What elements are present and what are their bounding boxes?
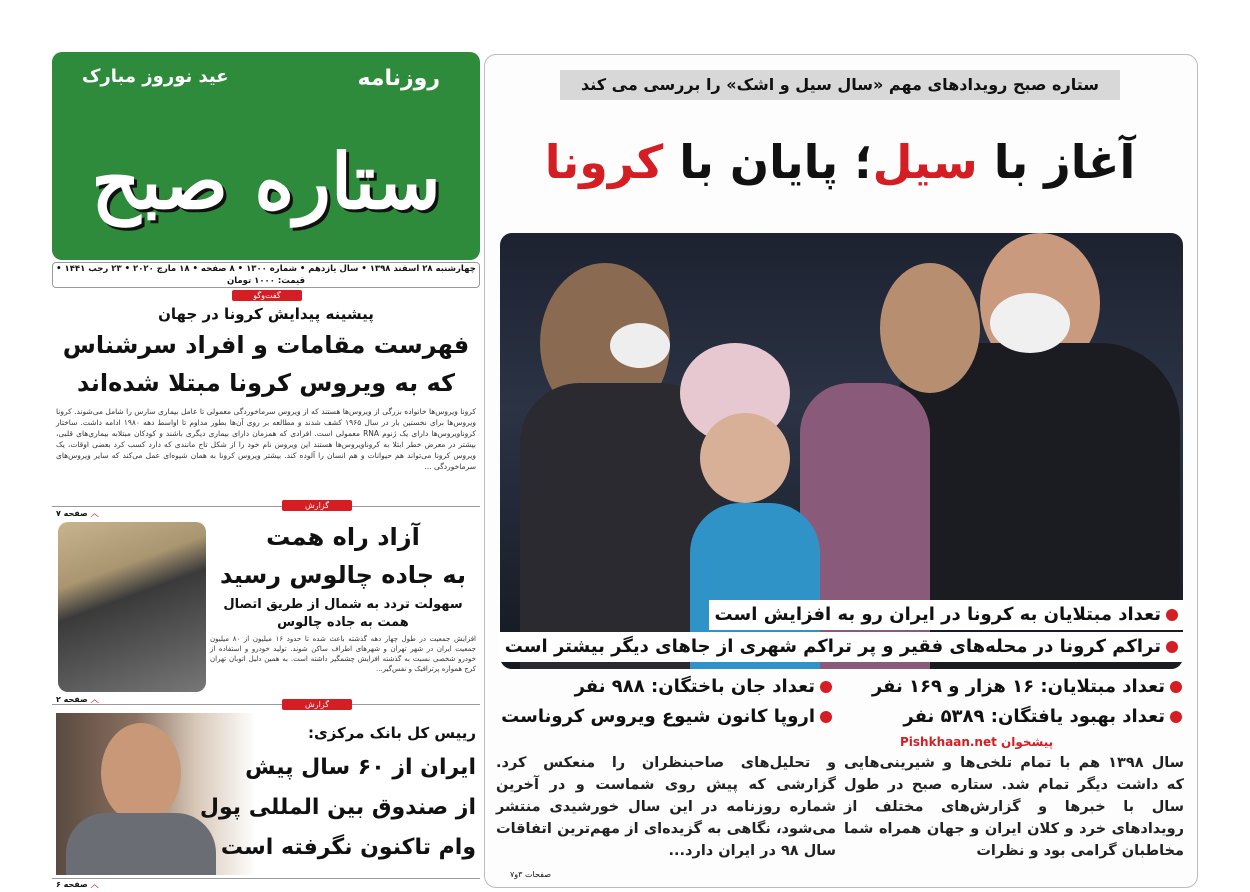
- stat-text: تعداد مبتلایان: ۱۶ هزار و ۱۶۹ نفر: [871, 676, 1165, 697]
- story1-title-1[interactable]: فهرست مقامات و افراد سرشناس: [62, 331, 470, 359]
- watermark: پیشخوان Pishkhaan.net: [900, 735, 1054, 749]
- divider: [52, 506, 480, 507]
- page-ref[interactable]: ︿ صفحه ۶: [56, 880, 99, 889]
- newspaper-logo: ستاره صبح: [91, 137, 441, 226]
- bullet-icon: [1170, 711, 1182, 723]
- section-tag: گزارش: [282, 699, 352, 710]
- photo-caption-1: [709, 600, 1185, 630]
- story3-kicker: رییس کل بانک مرکزی:: [307, 724, 476, 742]
- highway-photo: [58, 522, 206, 692]
- story3-title-1[interactable]: ایران از ۶۰ سال پیش: [245, 755, 476, 780]
- lead-pages-ref[interactable]: صفحات ۳و۷: [510, 870, 551, 879]
- bullet-icon: [820, 711, 832, 723]
- divider: [52, 878, 480, 879]
- headline-part: ؛ پایان با: [679, 135, 873, 189]
- caption-text: تراکم کرونا در محله‌های فقیر و پر تراکم شهری از جاهای دیگر بیشتر است: [504, 636, 1161, 657]
- lead-body-left: و تحلیل‌های صاحبنظران را منعکس کرد. گزارشی که پیش روی شماست و در آخرین شماره روزنامه در این سال خورشیدی منتشر می‌شود، نگاهی به گزیده‌ای از مهم‌ترین اتفاقات سال ۹۸ در ایران دارد...: [496, 755, 836, 859]
- stat-europe: [502, 702, 832, 732]
- caption-text: تعداد مبتلایان به کرونا در ایران رو به افزایش است: [714, 604, 1161, 625]
- headline-part: سیل: [872, 135, 978, 189]
- page-ref-label: صفحه ۶: [56, 880, 88, 889]
- masthead: [52, 52, 480, 260]
- story2-body: افزایش جمعیت در طول چهار دهه گذشته باعث شده تا حدود ۱۶ میلیون از ۸۰ میلیون جمعیت ایران در شهر تهران و شهرهای اطراف ساکن شوند. تولید خودرو و استفاده از خودرو شخصی نسبت به گذشته افزایش چشمگیر داشته است. به همین دلیل اتوبان تهران کرج همواره پرترافیک و نفس‌گیر...: [210, 635, 476, 673]
- lead-body-right: سال ۱۳۹۸ هم با تمام تلخی‌ها و شیرینی‌هایی که داشت دیگر تمام شد. ستاره صبح در طول سال با خبرها و گزارش‌های مختلف از رویدادهای خرد و کلان ایران و جهان همراه شما مخاطبان گرامی بود و نظرات: [844, 755, 1184, 859]
- section-tag: گزارش: [282, 500, 352, 511]
- headline-part: کرونا: [544, 135, 664, 189]
- story1-body: کرونا ویروس‌ها خانواده بزرگی از ویروس‌ها هستند که از ویروس سرماخوردگی معمولی تا عامل بیماری سارس را شامل می‌شوند. کرونا ویروس‌ها برای نخستین بار در سال ۱۹۶۵ کشف شدند و مطالعه بر روی آن‌ها بطور مداوم تا اواسط دهه ۱۹۸۰ ادامه داشت. ساختار کرونا‌ویروس‌ها دارای یک ژنوم RNA معمولی است. افرادی که همزمان دارای بیماری دیگری باشند و کودکان مبتلابه بیماری‌های قلبی، بیشتر در معرض خطر ابتلا به کروناویروس‌ها هستند این ویروس نام خود را از شکل تاج مانندی که دارد کسب کرد بعضی اوقات، یک ویروس کرونا می‌تواند هم حیوانات و هم انسان را آلوده کند. بیشتر ویروس کرونا به همان شیوه‌ای عمل می‌کند که سایر ویروس‌های سرماخوردگی ...: [56, 407, 477, 471]
- bullet-icon: [1170, 681, 1182, 693]
- page-ref-label: صفحه ۲: [56, 695, 88, 704]
- photo-caption-2: [499, 632, 1184, 662]
- story2-title-2[interactable]: به جاده چالوس رسید: [220, 561, 466, 589]
- stat-text: اروپا کانون شیوع ویروس کروناست: [501, 706, 815, 727]
- story1-kicker: پیشینه پیدایش کرونا در جهان: [158, 305, 374, 323]
- story1-title-2[interactable]: که به ویروس کرونا مبتلا شده‌اند: [77, 369, 455, 397]
- bullet-icon: [1166, 641, 1178, 653]
- lead-kicker: ستاره صبح رویدادهای مهم «سال سیل و اشک» را بررسی می کند: [560, 70, 1120, 100]
- lead-headline[interactable]: [495, 112, 1185, 212]
- page-ref-label: صفحه ۷: [56, 509, 88, 518]
- page-ref[interactable]: ︿ صفحه ۷: [56, 509, 99, 518]
- stat-deaths: [502, 672, 832, 702]
- stat-text: تعداد جان باختگان: ۹۸۸ نفر: [574, 676, 815, 697]
- story2-title-1[interactable]: آزاد راه همت: [266, 523, 420, 551]
- bullet-icon: [1166, 609, 1178, 621]
- story3-title-3[interactable]: وام تاکنون نگرفته است: [220, 835, 476, 860]
- story2-sub-1: سهولت تردد به شمال از طریق اتصال: [223, 597, 463, 612]
- stat-infected: [852, 672, 1182, 702]
- section-tag: گفت‌وگو: [232, 290, 302, 301]
- story3-title-2[interactable]: از صندوق بین المللی پول: [199, 795, 476, 820]
- paper-word: روزنامه: [357, 66, 440, 91]
- bullet-icon: [820, 681, 832, 693]
- dateline: چهارشنبه ۲۸ اسفند ۱۳۹۸ • سال یازدهم • شماره ۱۳۰۰ • ۸ صفحه • ۱۸ مارچ ۲۰۲۰ • ۲۳ رجب ۱۴۴۱ • قیمت: ۱۰۰۰ تومان: [52, 262, 480, 288]
- page-ref[interactable]: ︿ صفحه ۲: [56, 695, 99, 704]
- divider: [52, 704, 480, 705]
- stat-text: تعداد بهبود یافتگان: ۵۳۸۹ نفر: [903, 706, 1165, 727]
- stat-recovered: [852, 702, 1182, 732]
- nowruz-greeting: عید نوروز مبارک: [82, 66, 229, 87]
- headline-part: آغاز با: [993, 135, 1136, 189]
- story2-sub-2: همت به جاده چالوس: [277, 615, 409, 630]
